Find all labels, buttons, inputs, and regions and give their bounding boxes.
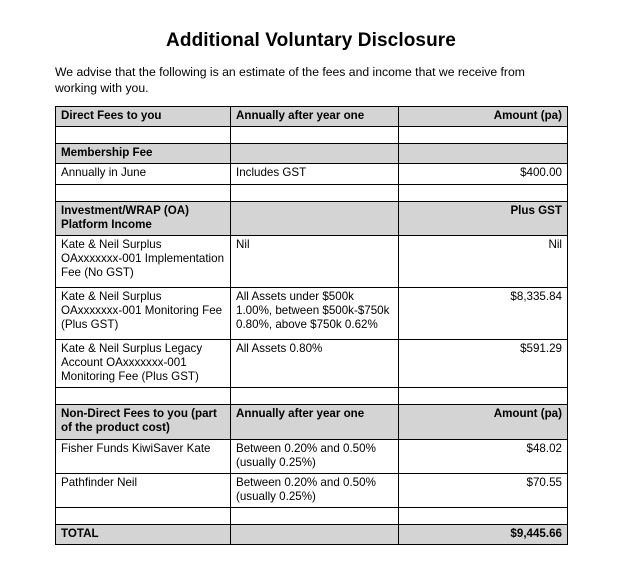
cell-membership-fee-amount (399, 144, 568, 164)
cell-membership-fee-label: Membership Fee (56, 144, 231, 164)
spacer-cell-2 (231, 127, 399, 144)
cell-platform-income-mid (231, 201, 399, 235)
cell-non-direct-fees-label: Non-Direct Fees to you (part of the product cost) (56, 405, 231, 439)
spacer-cell-3 (399, 127, 568, 144)
spacer-cell-2 (231, 184, 399, 201)
header-cell-direct-fees: Direct Fees to you (56, 107, 231, 127)
cell-implementation-fee-desc: Nil (231, 235, 399, 287)
cell-non-direct-amount-header: Amount (pa) (399, 405, 568, 439)
intro-paragraph: We advise that the following is an estimate of the fees and income that we receive from working with you. (55, 65, 525, 96)
cell-total-mid (231, 525, 399, 545)
table-spacer-row (56, 388, 568, 405)
spacer-cell-2 (231, 388, 399, 405)
table-row-total (56, 525, 568, 545)
cell-non-direct-annually: Annually after year one (231, 405, 399, 439)
cell-implementation-fee-amount: Nil (399, 235, 568, 287)
table-spacer-row (56, 127, 568, 144)
spacer-cell-1 (56, 127, 231, 144)
spacer-cell-3 (399, 388, 568, 405)
table-row (56, 473, 568, 507)
cell-pathfinder-desc: Between 0.20% and 0.50% (usually 0.25%) (231, 473, 399, 507)
cell-legacy-monitoring-amount: $591.29 (399, 339, 568, 387)
table-header-row (56, 107, 568, 127)
cell-total-amount: $9,445.66 (399, 525, 568, 545)
cell-pathfinder-label: Pathfinder Neil (56, 473, 231, 507)
table-row-platform-income-header (56, 201, 568, 235)
cell-total-label: TOTAL (56, 525, 231, 545)
cell-monitoring-fee-amount: $8,335.84 (399, 287, 568, 339)
spacer-cell-3 (399, 508, 568, 525)
table-spacer-row (56, 184, 568, 201)
table-row (56, 287, 568, 339)
cell-fisher-funds-label: Fisher Funds KiwiSaver Kate (56, 439, 231, 473)
cell-fisher-funds-desc: Between 0.20% and 0.50% (usually 0.25%) (231, 439, 399, 473)
cell-membership-fee-mid (231, 144, 399, 164)
spacer-cell-2 (231, 508, 399, 525)
table-row (56, 439, 568, 473)
cell-implementation-fee-label: Kate & Neil Surplus OAxxxxxxx-001 Implementation Fee (No GST) (56, 235, 231, 287)
spacer-cell-3 (399, 184, 568, 201)
table-row (56, 339, 568, 387)
cell-amount-400: $400.00 (399, 164, 568, 184)
cell-includes-gst: Includes GST (231, 164, 399, 184)
cell-fisher-funds-amount: $48.02 (399, 439, 568, 473)
header-cell-amount: Amount (pa) (399, 107, 568, 127)
cell-platform-income-label: Investment/WRAP (OA) Platform Income (56, 201, 231, 235)
table-spacer-row (56, 508, 568, 525)
cell-annually-in-june: Annually in June (56, 164, 231, 184)
spacer-cell-1 (56, 184, 231, 201)
cell-monitoring-fee-label: Kate & Neil Surplus OAxxxxxxx-001 Monitoring Fee (Plus GST) (56, 287, 231, 339)
cell-pathfinder-amount: $70.55 (399, 473, 568, 507)
header-cell-annually: Annually after year one (231, 107, 399, 127)
cell-legacy-monitoring-desc: All Assets 0.80% (231, 339, 399, 387)
table-row-non-direct-fees-header (56, 405, 568, 439)
table-row (56, 164, 568, 184)
table-row (56, 235, 568, 287)
fees-table (55, 106, 568, 545)
cell-legacy-monitoring-label: Kate & Neil Surplus Legacy Account OAxxxxxxx-001 Monitoring Fee (Plus GST) (56, 339, 231, 387)
table-row-membership-fee-header (56, 144, 568, 164)
cell-monitoring-fee-desc: All Assets under $500k 1.00%, between $500k-$750k 0.80%, above $750k 0.62% (231, 287, 399, 339)
spacer-cell-1 (56, 508, 231, 525)
cell-plus-gst: Plus GST (399, 201, 568, 235)
spacer-cell-1 (56, 388, 231, 405)
page-title: Additional Voluntary Disclosure (166, 30, 456, 51)
